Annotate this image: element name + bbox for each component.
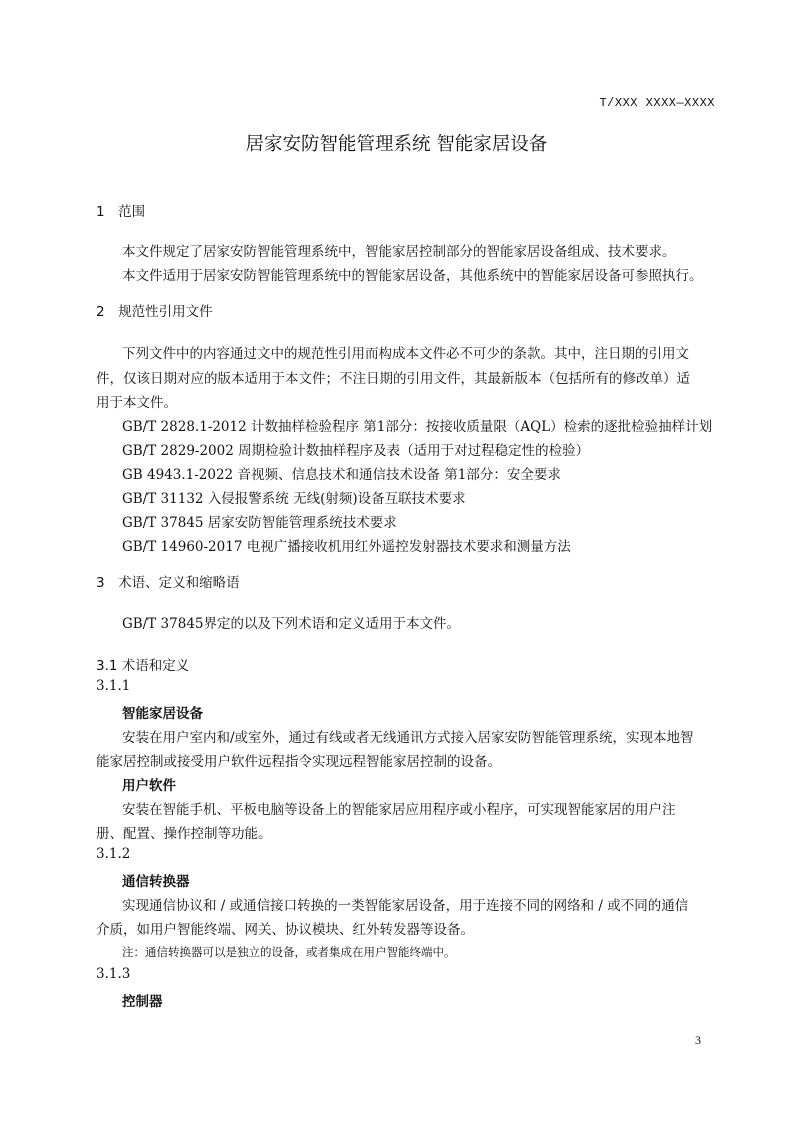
- section-1-para-1: 本文件规定了居家安防智能管理系统中，智能家居控制部分的智能家居设备组成、技术要求。: [122, 244, 676, 260]
- sub-term-name: 用户软件: [122, 778, 176, 794]
- reference-item: GB/T 2829-2002 周期检验计数抽样程序及表（适用于对过程稳定性的检验）: [122, 443, 590, 459]
- document-title: 居家安防智能管理系统 智能家居设备: [245, 134, 548, 155]
- subsection-3-1-heading: 3.1 术语和定义: [96, 658, 190, 674]
- section-1-heading: 1 范围: [96, 204, 146, 220]
- term-definition-line-1: 安装在用户室内和/或室外，通过有线或者无线通讯方式接入居家安防智能管理系统，实现本地智: [122, 730, 694, 746]
- document-code: T/XXX XXXX—XXXX: [599, 96, 715, 110]
- reference-item: GB/T 14960-2017 电视广播接收机用红外遥控发射器技术要求和测量方法: [122, 539, 571, 555]
- term-number-3-1-2: 3.1.2: [96, 846, 131, 862]
- term-number-3-1-1: 3.1.1: [96, 678, 131, 694]
- sub-term-definition-line-1: 安装在智能手机、平板电脑等设备上的智能家居应用程序或小程序，可实现智能家居的用户注: [122, 802, 676, 818]
- section-2-intro-line-3: 用于本文件。: [96, 395, 177, 411]
- term-name: 通信转换器: [122, 874, 190, 890]
- section-2-heading: 2 规范性引用文件: [96, 304, 213, 320]
- term-note: 注：通信转换器可以是独立的设备，或者集成在用户智能终端中。: [122, 945, 456, 959]
- reference-item: GB/T 31132 入侵报警系统 无线(射频)设备互联技术要求: [122, 491, 466, 507]
- section-3-heading: 3 术语、定义和缩略语: [96, 575, 240, 591]
- sub-term-definition-line-2: 册、配置、操作控制等功能。: [96, 826, 272, 842]
- section-2-intro-line-1: 下列文件中的内容通过文中的规范性引用而构成本文件必不可少的条款。其中，注日期的引用文: [122, 346, 689, 362]
- term-name: 控制器: [122, 994, 163, 1010]
- reference-item: GB/T 37845 居家安防智能管理系统技术要求: [122, 515, 397, 531]
- term-definition-line-1: 实现通信协议和 / 或通信接口转换的一类智能家居设备，用于连接不同的网络和 / 或不同的通信: [122, 898, 689, 914]
- term-name: 智能家居设备: [122, 706, 203, 722]
- term-definition-line-2: 介质，如用户智能终端、网关、协议模块、红外转发器等设备。: [96, 922, 474, 938]
- section-3-intro: GB/T 37845界定的以及下列术语和定义适用于本文件。: [122, 616, 460, 632]
- page-number: 3: [695, 1033, 701, 1047]
- reference-item: GB 4943.1-2022 音视频、信息技术和通信技术设备 第1部分：安全要求: [122, 467, 561, 483]
- term-number-3-1-3: 3.1.3: [96, 966, 131, 982]
- reference-item: GB/T 2828.1-2012 计数抽样检验程序 第1部分：按接收质量限（AQL）检索的逐批检验抽样计划: [122, 419, 713, 435]
- term-definition-line-2: 能家居控制或接受用户软件远程指令实现远程智能家居控制的设备。: [96, 754, 501, 770]
- section-1-para-2: 本文件适用于居家安防智能管理系统中的智能家居设备，其他系统中的智能家居设备可参照执行。: [122, 268, 703, 284]
- section-2-intro-line-2: 件，仅该日期对应的版本适用于本文件；不注日期的引用文件，其最新版本（包括所有的修改单）适: [96, 371, 690, 387]
